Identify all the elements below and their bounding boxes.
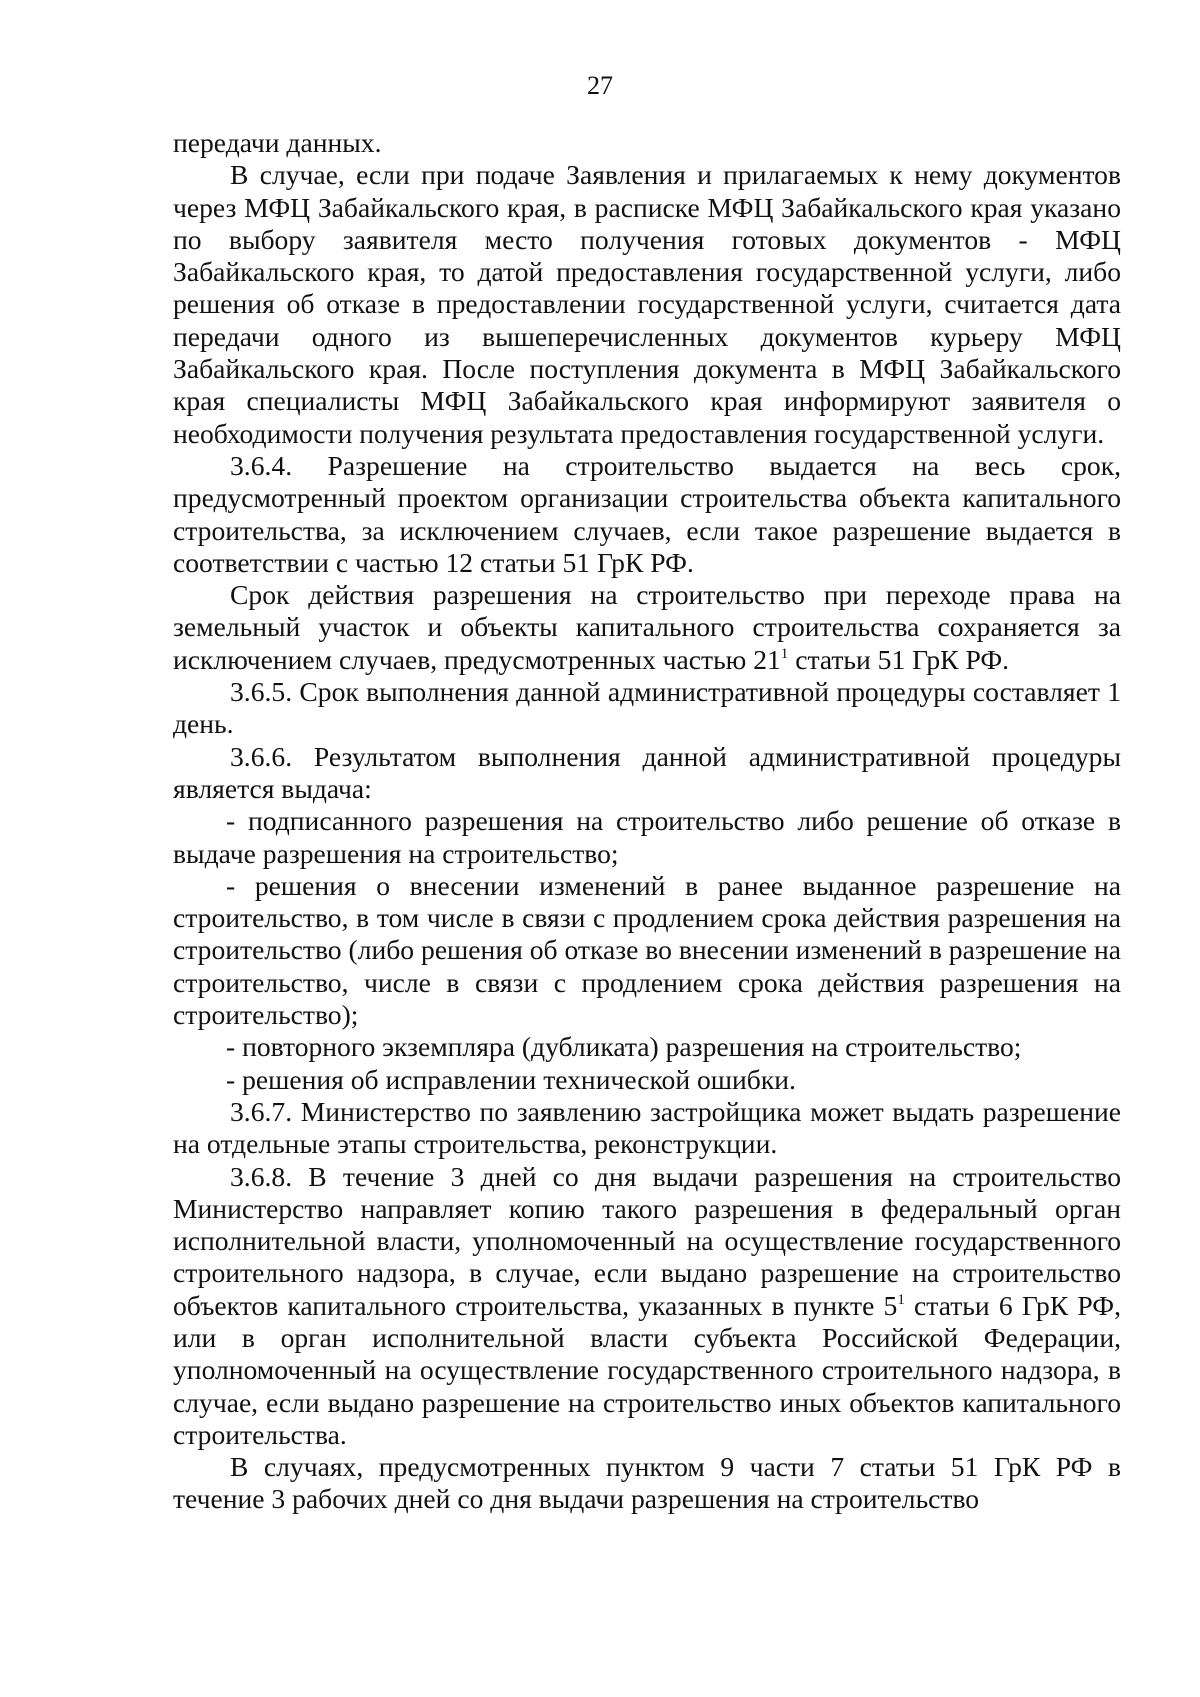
paragraph-3-6-7: 3.6.7. Министерство по заявлению застройщика может выдать разрешение на отдельные этапы строительства, реконструкции. [173, 1095, 1121, 1160]
list-item-amendment-decision: - решения о внесении изменений в ранее выданное разрешение на строительство, в том числе в связи с продлением срока действия разрешения на строительство (либо решения об отказе во внесении изменений в разрешение на строительство, числе в связи с продлением срока действия разрешения на строительство); [173, 869, 1121, 1031]
paragraph-text: Срок действия разрешения на строительство при переходе права на земельный участок и объекты капитального строительства сохраняется за исключением случаев, предусмотренных частью 21 [173, 579, 1121, 675]
list-item-signed-permit: - подписанного разрешения на строительство либо решение об отказе в выдаче разрешения на строительство; [173, 805, 1121, 869]
paragraph-text: статьи 6 ГрК РФ, или в орган исполнительной власти субъекта Российской Федерации, уполномоченный на осуществление государственного строительного надзора, в случае, если выдано разрешение на строительство иных объектов капитального строительства. [173, 1289, 1122, 1450]
paragraph-3-6-5: 3.6.5. Срок выполнения данной административной процедуры составляет 1 день. [173, 676, 1121, 740]
document-body [173, 127, 1121, 1516]
paragraph-3-6-6: 3.6.6. Результатом выполнения данной административной процедуры является выдача: [173, 740, 1121, 804]
paragraph-3-6-4: 3.6.4. Разрешение на строительство выдается на весь срок, предусмотренный проектом организации строительства объекта капитального строительства, за исключением случаев, если такое разрешение выдается в соответствии с частью 12 статьи 51 ГрК РФ. [173, 449, 1121, 578]
list-item-error-correction: - решения об исправлении технической ошибки. [226, 1063, 796, 1095]
paragraph-cases-point-9: В случаях, предусмотренных пунктом 9 части 7 статьи 51 ГрК РФ в течение 3 рабочих дней со дня выдачи разрешения на строительство [173, 1451, 1121, 1515]
superscript: 1 [780, 645, 789, 662]
paragraph-continuation: передачи данных. [173, 127, 382, 158]
paragraph-3-6-8 [173, 1161, 1121, 1452]
paragraph-text: 3.6.8. В течение 3 дней со дня выдачи разрешения на строительство Министерство направляет копию такого разрешения в федеральный орган исполнительной власти, уполномоченный на осуществление государственного строительного надзора, в случае, если выдано разрешение на строительство объектов капитального строительства, указанных в пункте 5 [173, 1160, 1121, 1321]
paragraph-mfc-delivery: В случае, если при подаче Заявления и прилагаемых к нему документов через МФЦ Забайкальского края, в расписке МФЦ Забайкальского края указано по выбору заявителя место получения готовых документов - МФЦ Забайкальского края, то датой предоставления государственной услуги, либо решения об отказе в предоставлении государственной услуги, считается дата передачи одного из вышеперечисленных документов курьеру МФЦ Забайкальского края. После поступления документа в МФЦ Забайкальского края специалисты МФЦ Забайкальского края информируют заявителя о необходимости получения результата предоставления государственной услуги. [173, 159, 1121, 449]
paragraph-permit-validity [173, 579, 1121, 676]
superscript: 1 [897, 1291, 905, 1308]
list-item-duplicate: - повторного экземпляра (дубликата) разрешения на строительство; [226, 1031, 1022, 1063]
page-number: 27 [587, 71, 613, 100]
paragraph-text: статьи 51 ГрК РФ. [788, 643, 1010, 675]
